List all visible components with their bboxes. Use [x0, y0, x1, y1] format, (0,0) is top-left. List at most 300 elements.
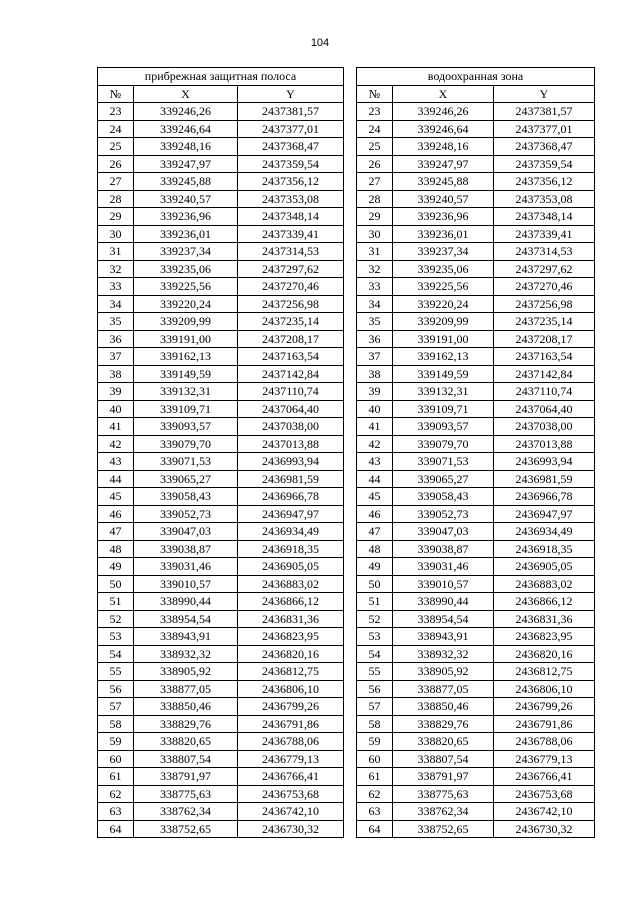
- left-cell-number: 45: [98, 488, 134, 506]
- left-cell-x: 338775,63: [134, 785, 238, 803]
- left-cell-x: 338820,65: [134, 733, 238, 751]
- right-cell-number: 38: [357, 365, 393, 383]
- left-cell-x: 339065,27: [134, 470, 238, 488]
- right-header-number: №: [357, 85, 393, 103]
- right-cell-y: 2437110,74: [494, 383, 595, 401]
- right-cell-y: 2437377,01: [494, 120, 595, 138]
- right-cell-y: 2437163,54: [494, 348, 595, 366]
- left-cell-number: 42: [98, 435, 134, 453]
- column-gap: [344, 155, 357, 173]
- left-cell-y: 2436730,32: [238, 820, 344, 838]
- left-cell-number: 30: [98, 225, 134, 243]
- left-cell-number: 58: [98, 715, 134, 733]
- left-cell-y: 2437270,46: [238, 278, 344, 296]
- right-cell-x: 339235,06: [393, 260, 494, 278]
- right-cell-y: 2437356,12: [494, 173, 595, 191]
- right-cell-x: 339245,88: [393, 173, 494, 191]
- table-row: [98, 540, 595, 558]
- left-cell-number: 62: [98, 785, 134, 803]
- left-cell-number: 41: [98, 418, 134, 436]
- right-cell-y: 2437368,47: [494, 138, 595, 156]
- table-row: [98, 768, 595, 786]
- column-gap: [344, 85, 357, 103]
- table-row: [98, 820, 595, 838]
- column-gap: [344, 330, 357, 348]
- right-cell-x: 339065,27: [393, 470, 494, 488]
- left-cell-number: 29: [98, 208, 134, 226]
- right-cell-x: 339237,34: [393, 243, 494, 261]
- left-cell-number: 52: [98, 610, 134, 628]
- left-cell-y: 2436823,95: [238, 628, 344, 646]
- right-cell-number: 34: [357, 295, 393, 313]
- table-row: [98, 435, 595, 453]
- right-cell-y: 2437353,08: [494, 190, 595, 208]
- left-cell-y: 2437256,98: [238, 295, 344, 313]
- table-row: [98, 645, 595, 663]
- table-row: [98, 558, 595, 576]
- section-title-row: [98, 68, 595, 86]
- table-row: [98, 610, 595, 628]
- right-cell-number: 39: [357, 383, 393, 401]
- column-gap: [344, 435, 357, 453]
- column-gap: [344, 120, 357, 138]
- table-row: [98, 523, 595, 541]
- column-gap: [344, 243, 357, 261]
- right-cell-number: 57: [357, 698, 393, 716]
- right-cell-y: 2436981,59: [494, 470, 595, 488]
- right-cell-y: 2437314,53: [494, 243, 595, 261]
- left-cell-x: 339245,88: [134, 173, 238, 191]
- left-cell-y: 2436742,10: [238, 803, 344, 821]
- right-cell-number: 41: [357, 418, 393, 436]
- right-cell-y: 2437297,62: [494, 260, 595, 278]
- table-row: [98, 628, 595, 646]
- left-cell-y: 2436820,16: [238, 645, 344, 663]
- right-cell-number: 47: [357, 523, 393, 541]
- left-cell-number: 23: [98, 103, 134, 121]
- left-cell-x: 339246,26: [134, 103, 238, 121]
- right-cell-x: 338829,76: [393, 715, 494, 733]
- left-cell-number: 63: [98, 803, 134, 821]
- column-gap: [344, 260, 357, 278]
- right-cell-number: 26: [357, 155, 393, 173]
- right-cell-y: 2436918,35: [494, 540, 595, 558]
- left-cell-y: 2437163,54: [238, 348, 344, 366]
- right-cell-number: 36: [357, 330, 393, 348]
- left-cell-y: 2437208,17: [238, 330, 344, 348]
- left-cell-y: 2436779,13: [238, 750, 344, 768]
- column-gap: [344, 313, 357, 331]
- left-cell-x: 338943,91: [134, 628, 238, 646]
- left-cell-x: 339038,87: [134, 540, 238, 558]
- right-cell-y: 2437359,54: [494, 155, 595, 173]
- column-gap: [344, 68, 357, 86]
- left-cell-y: 2437064,40: [238, 400, 344, 418]
- left-cell-number: 48: [98, 540, 134, 558]
- right-cell-x: 339248,16: [393, 138, 494, 156]
- right-cell-number: 30: [357, 225, 393, 243]
- column-gap: [344, 715, 357, 733]
- right-cell-x: 339058,43: [393, 488, 494, 506]
- left-cell-x: 338954,54: [134, 610, 238, 628]
- left-cell-number: 31: [98, 243, 134, 261]
- column-gap: [344, 540, 357, 558]
- column-gap: [344, 803, 357, 821]
- left-cell-number: 27: [98, 173, 134, 191]
- right-cell-number: 33: [357, 278, 393, 296]
- column-gap: [344, 418, 357, 436]
- right-cell-y: 2437256,98: [494, 295, 595, 313]
- left-cell-y: 2436934,49: [238, 523, 344, 541]
- right-cell-y: 2437208,17: [494, 330, 595, 348]
- left-cell-number: 59: [98, 733, 134, 751]
- table-row: [98, 120, 595, 138]
- right-cell-y: 2436947,97: [494, 505, 595, 523]
- table-row: [98, 190, 595, 208]
- table-row: [98, 785, 595, 803]
- right-cell-number: 54: [357, 645, 393, 663]
- left-cell-number: 43: [98, 453, 134, 471]
- right-cell-number: 24: [357, 120, 393, 138]
- table-row: [98, 698, 595, 716]
- left-cell-x: 339191,00: [134, 330, 238, 348]
- table-row: [98, 260, 595, 278]
- table-row: [98, 243, 595, 261]
- right-cell-x: 339240,57: [393, 190, 494, 208]
- right-cell-x: 338850,46: [393, 698, 494, 716]
- left-cell-number: 40: [98, 400, 134, 418]
- left-cell-y: 2437348,14: [238, 208, 344, 226]
- right-cell-number: 31: [357, 243, 393, 261]
- left-cell-x: 339235,06: [134, 260, 238, 278]
- left-cell-number: 44: [98, 470, 134, 488]
- left-cell-y: 2437381,57: [238, 103, 344, 121]
- left-cell-number: 35: [98, 313, 134, 331]
- left-cell-number: 36: [98, 330, 134, 348]
- left-cell-number: 54: [98, 645, 134, 663]
- left-cell-y: 2436993,94: [238, 453, 344, 471]
- left-cell-number: 61: [98, 768, 134, 786]
- column-gap: [344, 138, 357, 156]
- left-cell-x: 339237,34: [134, 243, 238, 261]
- table-row: [98, 103, 595, 121]
- table-body: [98, 68, 595, 838]
- left-header-x: X: [134, 85, 238, 103]
- right-cell-number: 29: [357, 208, 393, 226]
- table-row: [98, 348, 595, 366]
- left-cell-number: 56: [98, 680, 134, 698]
- left-cell-x: 339225,56: [134, 278, 238, 296]
- column-gap: [344, 698, 357, 716]
- table-row: [98, 173, 595, 191]
- left-cell-x: 338762,34: [134, 803, 238, 821]
- right-cell-x: 339209,99: [393, 313, 494, 331]
- column-gap: [344, 523, 357, 541]
- table-row: [98, 225, 595, 243]
- left-cell-x: 339247,97: [134, 155, 238, 173]
- left-cell-y: 2436883,02: [238, 575, 344, 593]
- left-cell-y: 2436799,26: [238, 698, 344, 716]
- right-cell-number: 28: [357, 190, 393, 208]
- left-cell-x: 339149,59: [134, 365, 238, 383]
- column-gap: [344, 348, 357, 366]
- left-cell-number: 47: [98, 523, 134, 541]
- column-gap: [344, 750, 357, 768]
- right-cell-x: 339247,97: [393, 155, 494, 173]
- left-cell-y: 2436812,75: [238, 663, 344, 681]
- right-cell-number: 58: [357, 715, 393, 733]
- left-cell-x: 339052,73: [134, 505, 238, 523]
- right-cell-x: 339010,57: [393, 575, 494, 593]
- right-cell-x: 338877,05: [393, 680, 494, 698]
- left-cell-x: 338807,54: [134, 750, 238, 768]
- left-cell-x: 338990,44: [134, 593, 238, 611]
- left-cell-y: 2436966,78: [238, 488, 344, 506]
- right-cell-number: 63: [357, 803, 393, 821]
- right-cell-x: 339246,26: [393, 103, 494, 121]
- right-cell-x: 338752,65: [393, 820, 494, 838]
- table-row: [98, 418, 595, 436]
- left-cell-y: 2436918,35: [238, 540, 344, 558]
- right-cell-x: 339047,03: [393, 523, 494, 541]
- left-cell-x: 339093,57: [134, 418, 238, 436]
- left-cell-number: 50: [98, 575, 134, 593]
- right-cell-x: 338905,92: [393, 663, 494, 681]
- right-cell-x: 339236,96: [393, 208, 494, 226]
- table-row: [98, 278, 595, 296]
- table-row: [98, 155, 595, 173]
- page-number: 104: [310, 37, 330, 49]
- right-cell-x: 339052,73: [393, 505, 494, 523]
- left-cell-y: 2437142,84: [238, 365, 344, 383]
- left-cell-number: 33: [98, 278, 134, 296]
- left-cell-x: 338932,32: [134, 645, 238, 663]
- left-cell-number: 38: [98, 365, 134, 383]
- left-cell-number: 57: [98, 698, 134, 716]
- table-row: [98, 803, 595, 821]
- left-cell-y: 2436791,86: [238, 715, 344, 733]
- left-cell-y: 2436806,10: [238, 680, 344, 698]
- left-cell-number: 51: [98, 593, 134, 611]
- right-cell-number: 61: [357, 768, 393, 786]
- left-cell-x: 339010,57: [134, 575, 238, 593]
- right-cell-number: 45: [357, 488, 393, 506]
- left-cell-x: 339079,70: [134, 435, 238, 453]
- right-cell-x: 338762,34: [393, 803, 494, 821]
- right-cell-number: 50: [357, 575, 393, 593]
- left-header-y: Y: [238, 85, 344, 103]
- right-cell-y: 2436831,36: [494, 610, 595, 628]
- column-gap: [344, 575, 357, 593]
- left-cell-x: 339220,24: [134, 295, 238, 313]
- right-cell-x: 339236,01: [393, 225, 494, 243]
- right-cell-y: 2437142,84: [494, 365, 595, 383]
- column-gap: [344, 610, 357, 628]
- right-cell-x: 339079,70: [393, 435, 494, 453]
- left-cell-x: 339246,64: [134, 120, 238, 138]
- left-cell-number: 49: [98, 558, 134, 576]
- right-cell-y: 2437064,40: [494, 400, 595, 418]
- left-cell-x: 339031,46: [134, 558, 238, 576]
- left-cell-y: 2437110,74: [238, 383, 344, 401]
- left-cell-y: 2436831,36: [238, 610, 344, 628]
- right-cell-x: 338990,44: [393, 593, 494, 611]
- table-row: [98, 750, 595, 768]
- right-cell-y: 2437339,41: [494, 225, 595, 243]
- right-cell-number: 42: [357, 435, 393, 453]
- left-cell-x: 339162,13: [134, 348, 238, 366]
- right-cell-y: 2436993,94: [494, 453, 595, 471]
- left-cell-number: 46: [98, 505, 134, 523]
- table-row: [98, 330, 595, 348]
- right-cell-x: 338807,54: [393, 750, 494, 768]
- left-cell-y: 2437353,08: [238, 190, 344, 208]
- right-cell-number: 37: [357, 348, 393, 366]
- right-cell-number: 64: [357, 820, 393, 838]
- column-gap: [344, 488, 357, 506]
- right-cell-y: 2436788,06: [494, 733, 595, 751]
- right-cell-y: 2437235,14: [494, 313, 595, 331]
- column-gap: [344, 663, 357, 681]
- right-cell-number: 60: [357, 750, 393, 768]
- table-row: [98, 295, 595, 313]
- table-row: [98, 383, 595, 401]
- left-cell-y: 2437038,00: [238, 418, 344, 436]
- table-row: [98, 575, 595, 593]
- left-cell-x: 339109,71: [134, 400, 238, 418]
- table-row: [98, 470, 595, 488]
- column-gap: [344, 225, 357, 243]
- left-cell-y: 2437339,41: [238, 225, 344, 243]
- right-cell-number: 52: [357, 610, 393, 628]
- column-gap: [344, 453, 357, 471]
- right-cell-x: 339031,46: [393, 558, 494, 576]
- right-cell-y: 2436966,78: [494, 488, 595, 506]
- table-row: [98, 715, 595, 733]
- left-cell-x: 339240,57: [134, 190, 238, 208]
- left-cell-x: 338829,76: [134, 715, 238, 733]
- right-cell-y: 2436799,26: [494, 698, 595, 716]
- column-gap: [344, 645, 357, 663]
- left-header-number: №: [98, 85, 134, 103]
- left-cell-number: 53: [98, 628, 134, 646]
- right-cell-x: 339220,24: [393, 295, 494, 313]
- right-cell-number: 43: [357, 453, 393, 471]
- column-gap: [344, 103, 357, 121]
- right-cell-number: 49: [357, 558, 393, 576]
- right-cell-y: 2436742,10: [494, 803, 595, 821]
- left-cell-y: 2437314,53: [238, 243, 344, 261]
- left-cell-y: 2437377,01: [238, 120, 344, 138]
- right-cell-x: 339246,64: [393, 120, 494, 138]
- right-cell-y: 2436730,32: [494, 820, 595, 838]
- right-cell-number: 53: [357, 628, 393, 646]
- table-row: [98, 453, 595, 471]
- left-cell-number: 28: [98, 190, 134, 208]
- left-cell-y: 2436788,06: [238, 733, 344, 751]
- right-cell-number: 27: [357, 173, 393, 191]
- left-cell-number: 55: [98, 663, 134, 681]
- right-cell-x: 339225,56: [393, 278, 494, 296]
- right-cell-number: 35: [357, 313, 393, 331]
- table-row: [98, 313, 595, 331]
- column-gap: [344, 505, 357, 523]
- right-cell-x: 339162,13: [393, 348, 494, 366]
- left-cell-x: 338791,97: [134, 768, 238, 786]
- left-cell-number: 39: [98, 383, 134, 401]
- right-cell-number: 44: [357, 470, 393, 488]
- right-cell-number: 40: [357, 400, 393, 418]
- column-header-row: [98, 85, 595, 103]
- column-gap: [344, 383, 357, 401]
- left-cell-number: 34: [98, 295, 134, 313]
- right-header-x: X: [393, 85, 494, 103]
- right-cell-x: 339093,57: [393, 418, 494, 436]
- right-cell-x: 339109,71: [393, 400, 494, 418]
- right-cell-number: 23: [357, 103, 393, 121]
- table-row: [98, 365, 595, 383]
- right-cell-number: 56: [357, 680, 393, 698]
- right-cell-number: 62: [357, 785, 393, 803]
- table-row: [98, 593, 595, 611]
- right-cell-number: 55: [357, 663, 393, 681]
- right-cell-number: 32: [357, 260, 393, 278]
- left-cell-x: 339071,53: [134, 453, 238, 471]
- left-cell-number: 24: [98, 120, 134, 138]
- right-cell-y: 2436883,02: [494, 575, 595, 593]
- column-gap: [344, 733, 357, 751]
- coordinates-table: [97, 67, 595, 838]
- left-cell-y: 2437359,54: [238, 155, 344, 173]
- column-gap: [344, 593, 357, 611]
- right-cell-y: 2436934,49: [494, 523, 595, 541]
- column-gap: [344, 820, 357, 838]
- right-cell-x: 338954,54: [393, 610, 494, 628]
- column-gap: [344, 628, 357, 646]
- right-cell-y: 2436791,86: [494, 715, 595, 733]
- right-cell-number: 25: [357, 138, 393, 156]
- column-gap: [344, 785, 357, 803]
- left-cell-y: 2436753,68: [238, 785, 344, 803]
- right-cell-y: 2437381,57: [494, 103, 595, 121]
- left-cell-x: 338877,05: [134, 680, 238, 698]
- right-cell-x: 338943,91: [393, 628, 494, 646]
- column-gap: [344, 558, 357, 576]
- left-cell-y: 2437368,47: [238, 138, 344, 156]
- right-cell-y: 2436779,13: [494, 750, 595, 768]
- right-cell-y: 2436866,12: [494, 593, 595, 611]
- right-cell-number: 51: [357, 593, 393, 611]
- left-cell-x: 339236,01: [134, 225, 238, 243]
- right-cell-x: 339191,00: [393, 330, 494, 348]
- column-gap: [344, 278, 357, 296]
- right-cell-y: 2436820,16: [494, 645, 595, 663]
- right-cell-x: 338932,32: [393, 645, 494, 663]
- left-cell-number: 60: [98, 750, 134, 768]
- right-cell-y: 2436753,68: [494, 785, 595, 803]
- table-row: [98, 733, 595, 751]
- right-cell-number: 59: [357, 733, 393, 751]
- right-cell-x: 339038,87: [393, 540, 494, 558]
- column-gap: [344, 400, 357, 418]
- table-row: [98, 488, 595, 506]
- right-section-title: водоохранная зона: [357, 68, 595, 86]
- left-cell-x: 339248,16: [134, 138, 238, 156]
- right-cell-y: 2437038,00: [494, 418, 595, 436]
- column-gap: [344, 208, 357, 226]
- left-cell-x: 338905,92: [134, 663, 238, 681]
- right-cell-y: 2437348,14: [494, 208, 595, 226]
